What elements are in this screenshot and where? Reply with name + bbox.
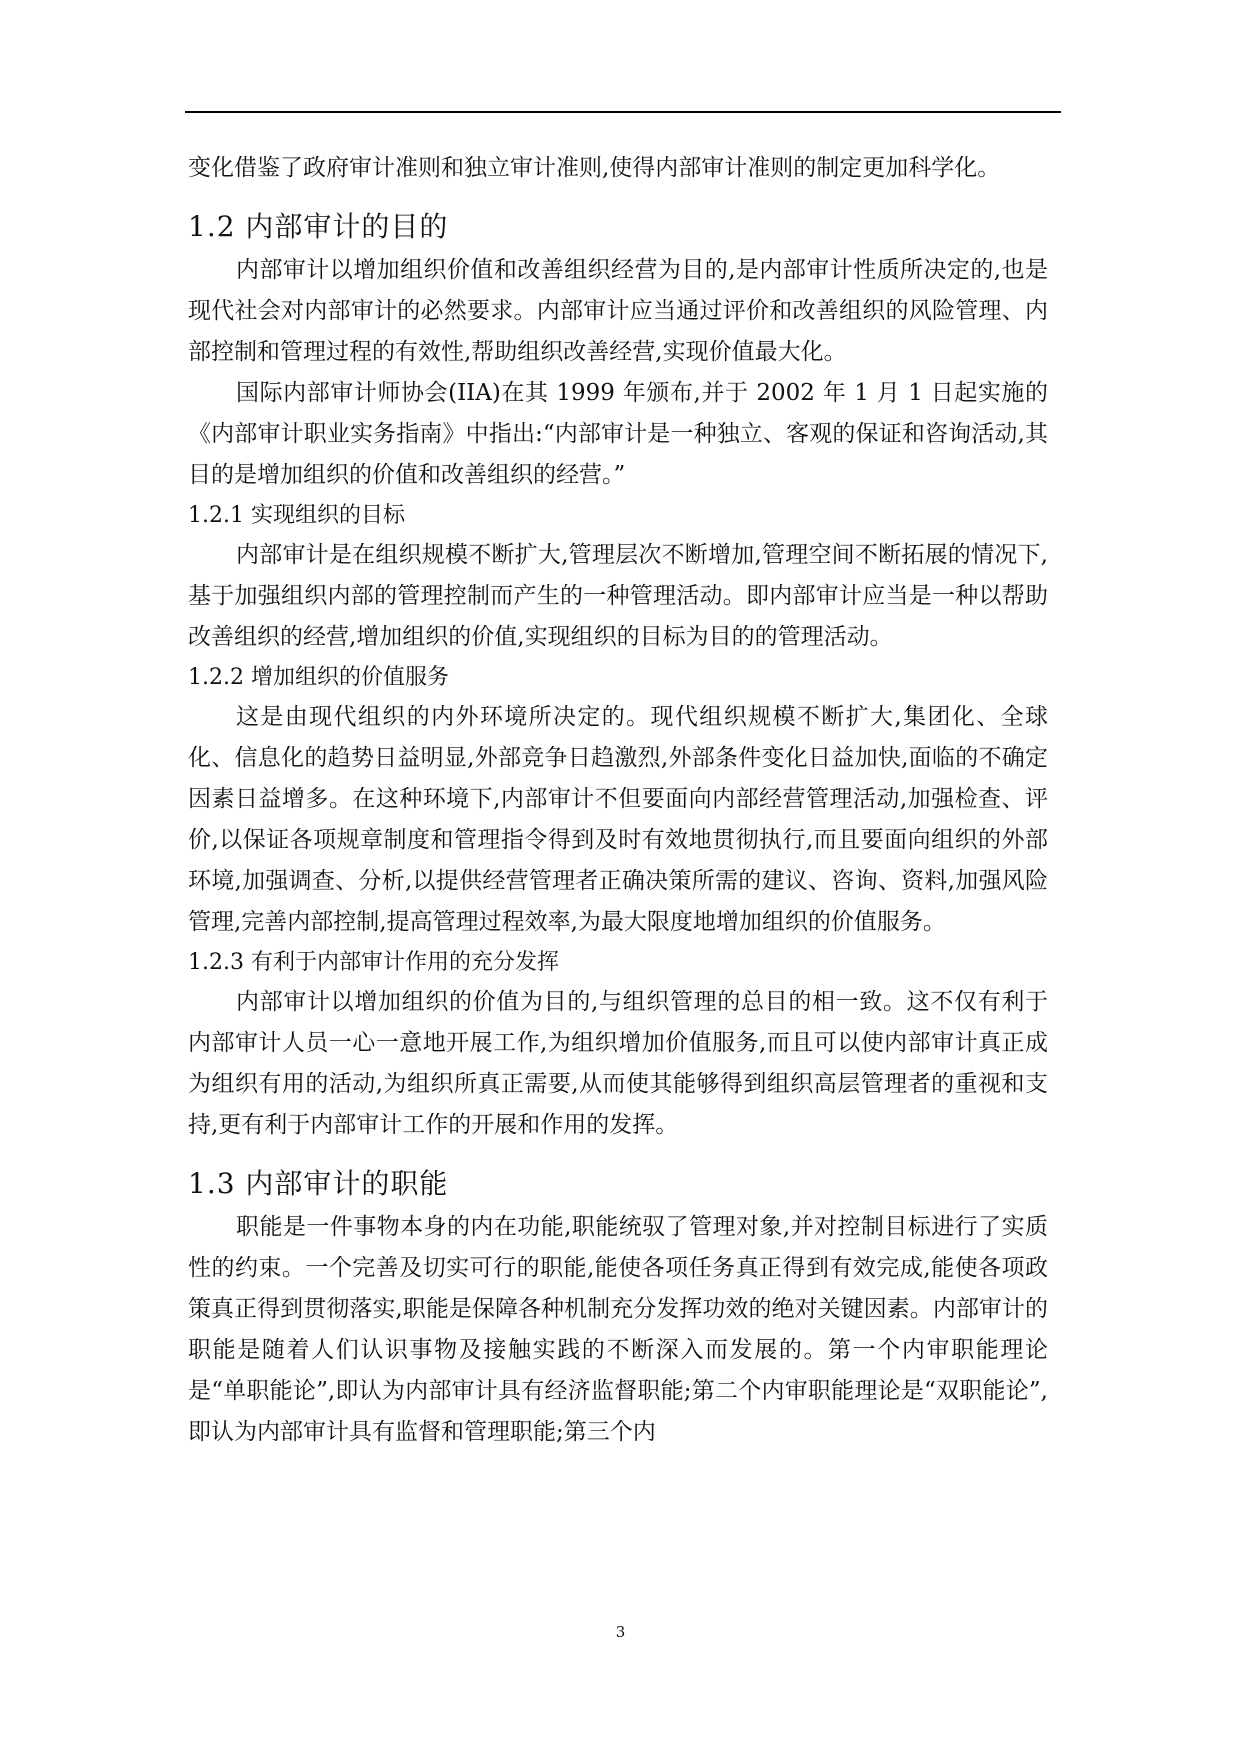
document-body [188, 148, 1048, 1453]
header-rule [185, 111, 1061, 113]
section-heading-1-3: 1.3 内部审计的职能 [188, 1167, 449, 1200]
paragraph-audit-purpose: 内部审计以增加组织价值和改善组织经营为目的,是内部审计性质所决定的,也是现代社会对内部审计的必然要求。内部审计应当通过评价和改善组织的风险管理、内部控制和管理过程的有效性,帮助组织改善经营,实现价值最大化。 [188, 257, 1048, 365]
subsection-heading-1-2-1: 1.2.1 实现组织的目标 [188, 503, 405, 528]
subsection-heading-1-2-3: 1.2.3 有利于内部审计作用的充分发挥 [188, 950, 559, 975]
section-heading-1-2: 1.2 内部审计的目的 [188, 210, 449, 243]
paragraph-audit-functions: 职能是一件事物本身的内在功能,职能统驭了管理对象,并对控制目标进行了实质性的约束。一个完善及切实可行的职能,能使各项任务真正得到有效完成,能使各项政策真正得到贯彻落实,职能是保障各种机制充分发挥功效的绝对关键因素。内部审计的职能是随着人们认识事物及接触实践的不断深入而发展的。第一个内审职能理论是“单职能论”,即认为内部审计具有经济监督职能;第二个内审职能理论是“双职能论”,即认为内部审计具有监督和管理职能;第三个内 [188, 1214, 1048, 1445]
page-number: 3 [615, 1623, 626, 1641]
subsection-heading-1-2-2: 1.2.2 增加组织的价值服务 [188, 665, 449, 690]
paragraph-iia-guideline: 国际内部审计师协会(IIA)在其 1999 年颁布,并于 2002 年 1 月 1 日起实施的《内部审计职业实务指南》中指出:“内部审计是一种独立、客观的保证和咨询活动,其目的是增加组织的价值和改善组织的经营。” [188, 380, 1048, 488]
paragraph-value-service: 这是由现代组织的内外环境所决定的。现代组织规模不断扩大,集团化、全球化、信息化的趋势日益明显,外部竞争日趋激烈,外部条件变化日益加快,面临的不确定因素日益增多。在这种环境下,内部审计不但要面向内部经营管理活动,加强检查、评价,以保证各项规章制度和管理指令得到及时有效地贯彻执行,而且要面向组织的外部环境,加强调查、分析,以提供经营管理者正确决策所需的建议、咨询、资料,加强风险管理,完善内部控制,提高管理过程效率,为最大限度地增加组织的价值服务。 [188, 704, 1048, 935]
paragraph-audit-role: 内部审计以增加组织的价值为目的,与组织管理的总目的相一致。这不仅有利于内部审计人员一心一意地开展工作,为组织增加价值服务,而且可以使内部审计真正成为组织有用的活动,为组织所真正需要,从而使其能够得到组织高层管理者的重视和支持,更有利于内部审计工作的开展和作用的发挥。 [188, 989, 1048, 1138]
paragraph-continuation: 变化借鉴了政府审计准则和独立审计准则,使得内部审计准则的制定更加科学化。 [188, 155, 1001, 181]
paragraph-organization-goals: 内部审计是在组织规模不断扩大,管理层次不断增加,管理空间不断拓展的情况下,基于加强组织内部的管理控制而产生的一种管理活动。即内部审计应当是一种以帮助改善组织的经营,增加组织的价值,实现组织的目标为目的的管理活动。 [188, 542, 1048, 650]
